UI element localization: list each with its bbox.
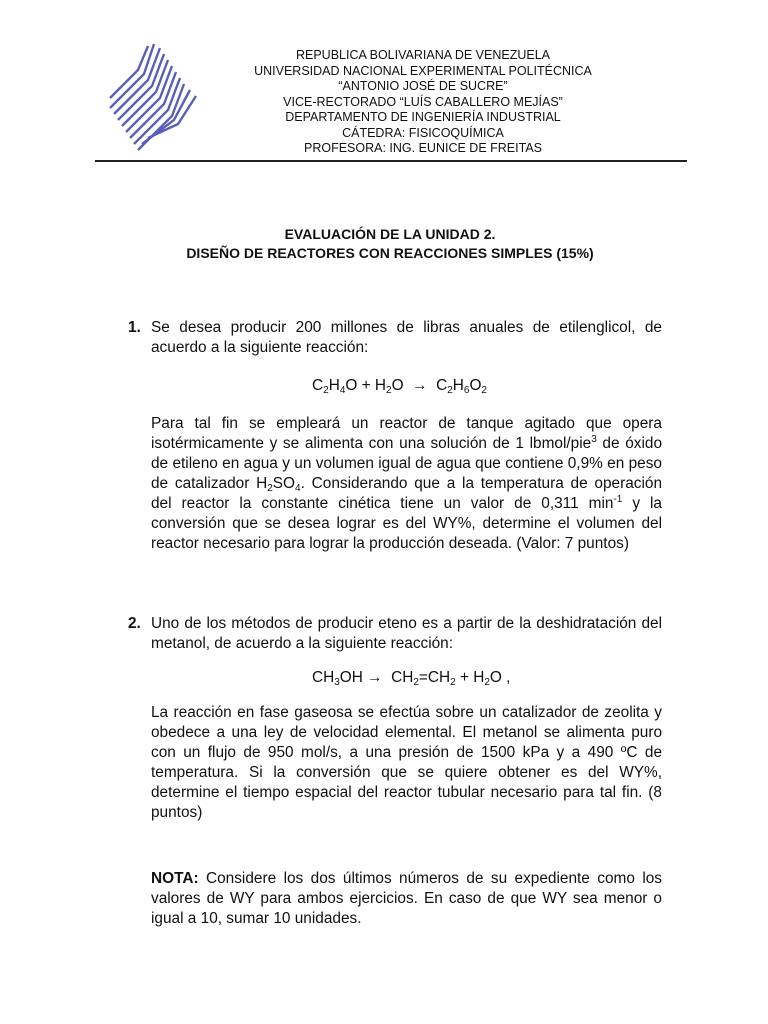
note-text: Considere los dos últimos números de su expediente como los valores de WY para ambos ejercicios. En caso de que WY sea menor o igual a 10, sumar 10 unidades.	[151, 870, 662, 927]
question-2-equation: $CH_3OH \to CH_2=CH_2 + H_2O$ ,	[312, 669, 511, 688]
header-line: PROFESORA: ING. EUNICE DE FREITAS	[304, 141, 542, 155]
university-logo	[108, 40, 198, 152]
header-line: UNIVERSIDAD NACIONAL EXPERIMENTAL POLITÉCNICA	[254, 63, 592, 78]
question-2-number: 2.	[128, 615, 141, 632]
header-divider	[95, 160, 687, 162]
question-1-number: 1.	[128, 319, 141, 336]
header-line: CÁTEDRA: FISICOQUÍMICA	[342, 125, 504, 140]
header-line: VICE-RECTORADO “LUÍS CABALLERO MEJÍAS”	[283, 94, 563, 109]
evaluation-title	[96, 225, 684, 263]
title-line-1: EVALUACIÓN DE LA UNIDAD 2.	[284, 226, 496, 242]
header-line: “ANTONIO JOSÉ DE SUCRE”	[338, 79, 508, 93]
header-line: REPUBLICA BOLIVARIANA DE VENEZUELA	[295, 48, 551, 62]
question-1-body: Para tal fin se empleará un reactor de tanque agitado que opera isotérmicamente y se alimenta con una solución de 1 lbmol/pie$^3$ de óxido de etileno en agua y un volumen igual de agua que contiene 0,9% en peso de catalizador $H_2SO_4$. Considerando que a la temperatura de operación del reactor la constante cinética tiene un valor de 0,311 $\min^{-1} y$ la conversión que se desea lograr es del WY%, determine el volumen del reactor necesario para lograr la producción deseada. (Valor: 7 puntos)	[151, 415, 663, 552]
question-2-body: La reacción en fase gaseosa se efectúa sobre un catalizador de zeolita y obedece a una ley de velocidad elemental. El metanol se alimenta puro con un flujo de 950 mol/s, a una presión de 1500 kPa y a 490 ºC de temperatura. Si la conversión que se quiere obtener es del WY%, determine el tiempo espacial del reactor tubular necesario para tal fin. (8 puntos)	[151, 704, 662, 821]
note-paragraph	[151, 869, 662, 929]
institution-header	[200, 48, 646, 157]
note-label: NOTA:	[151, 870, 199, 887]
title-line-2: DISEÑO DE REACTORES CON REACCIONES SIMPLES (15%)	[186, 245, 594, 261]
question-1-equation: $C_2H_4O + H_2O \to C_2H_6O_2$	[312, 377, 487, 396]
header-line: DEPARTAMENTO DE INGENIERÍA INDUSTRIAL	[285, 110, 561, 124]
question-2-intro: Uno de los métodos de producir eteno es a partir de la deshidratación del metanol, de acuerdo a la siguiente reacción:	[151, 615, 662, 652]
question-1-intro: Se desea producir 200 millones de libras anuales de etilenglicol, de acuerdo a la siguiente reacción:	[151, 319, 662, 356]
